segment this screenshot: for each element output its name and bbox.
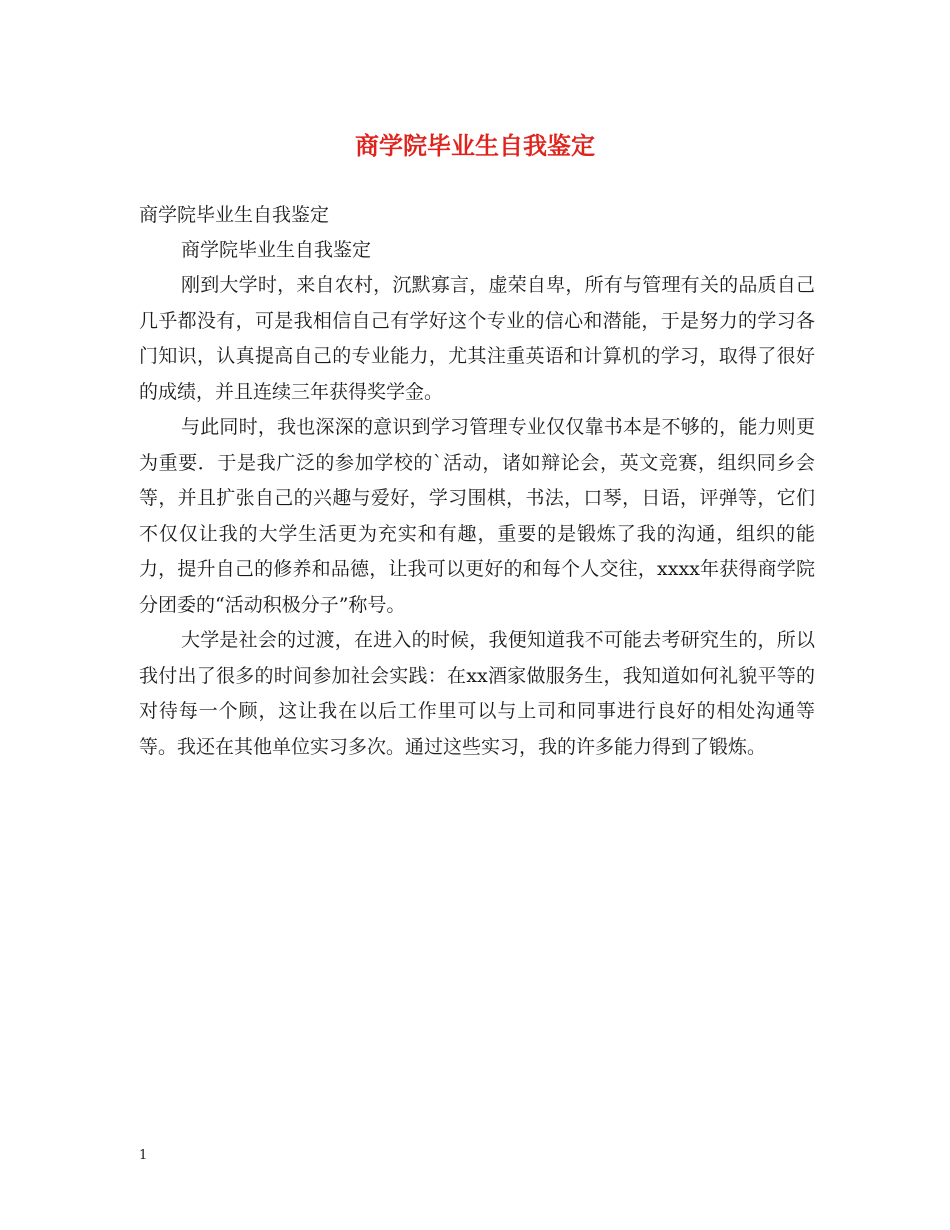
page-number: 1 xyxy=(139,1148,148,1163)
indented-heading: 商学院毕业生自我鉴定 xyxy=(181,239,372,261)
document-title: 商学院毕业生自我鉴定 xyxy=(355,132,595,160)
subtitle-line: 商学院毕业生自我鉴定 xyxy=(139,204,330,226)
document-body xyxy=(139,198,815,765)
paragraph-3: 大学是社会的过渡，在进入的时候，我便知道我不可能去考研究生的，所以我付出了很多的时间参加社会实践：在xx酒家做服务生，我知道如何礼貌平等的对待每一个顾，这让我在以后工作里可以与上司和同事进行良好的相处沟通等等。我还在其他单位实习多次。通过这些实习，我的许多能力得到了锻炼。 xyxy=(139,629,815,758)
paragraph-1: 刚到大学时，来自农村，沉默寡言，虚荣自卑，所有与管理有关的品质自己几乎都没有，可是我相信自己有学好这个专业的信心和潜能，于是努力的学习各门知识，认真提高自己的专业能力，尤其注重英语和计算机的学习，取得了很好的成绩，并且连续三年获得奖学金。 xyxy=(139,274,815,403)
paragraph-2: 与此同时，我也深深的意识到学习管理专业仅仅靠书本是不够的，能力则更为重要．于是我广泛的参加学校的`活动，诸如辩论会，英文竞赛，组织同乡会等，并且扩张自己的兴趣与爱好，学习围棋，书法，口琴，日语，评弹等，它们不仅仅让我的大学生活更为充实和有趣，重要的是锻炼了我的沟通，组织的能力，提升自己的修养和品德，让我可以更好的和每个人交往，xxxx年获得商学院分团委的“活动积极分子”称号。 xyxy=(139,416,815,616)
